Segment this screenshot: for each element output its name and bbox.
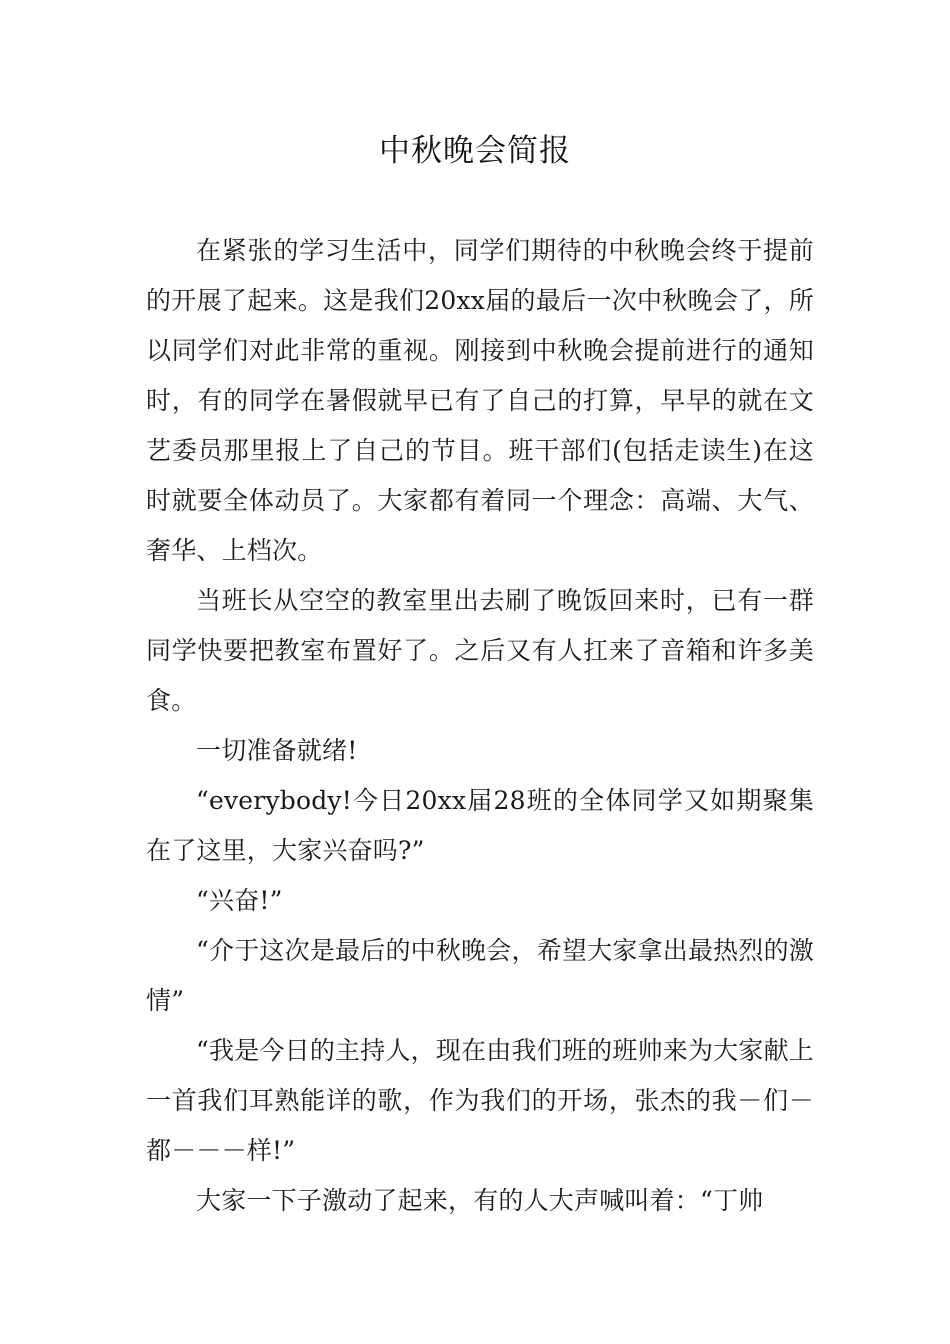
paragraph: “everybody!今日20xx届28班的全体同学又如期聚集在了这里，大家兴奋吗?”	[146, 786, 814, 865]
paragraph: “我是今日的主持人，现在由我们班的班帅来为大家献上一首我们耳熟能详的歌，作为我们的开场，张杰的我－们－都－－－样!”	[146, 1036, 814, 1165]
paragraph: 当班长从空空的教室里出去刷了晚饭回来时，已有一群同学快要把教室布置好了。之后又有人扛来了音箱和许多美食。	[146, 586, 814, 715]
paragraph: 在紧张的学习生活中，同学们期待的中秋晚会终于提前的开展了起来。这是我们20xx届的最后一次中秋晚会了，所以同学们对此非常的重视。刚接到中秋晚会提前进行的通知时，有的同学在暑假就早已有了自己的打算，早早的就在文艺委员那里报上了自己的节目。班干部们(包括走读生)在这时就要全体动员了。大家都有着同一个理念：高端、大气、奢华、上档次。	[146, 236, 814, 565]
paragraph: “介于这次是最后的中秋晚会，希望大家拿出最热烈的激情”	[146, 936, 814, 1015]
paragraph: 大家一下子激动了起来，有的人大声喊叫着：“丁帅	[196, 1186, 764, 1215]
paragraph: “兴奋!”	[196, 886, 283, 915]
document-body	[146, 226, 814, 1226]
document-title: 中秋晚会简报	[379, 133, 571, 169]
paragraph: 一切准备就绪!	[196, 736, 358, 765]
